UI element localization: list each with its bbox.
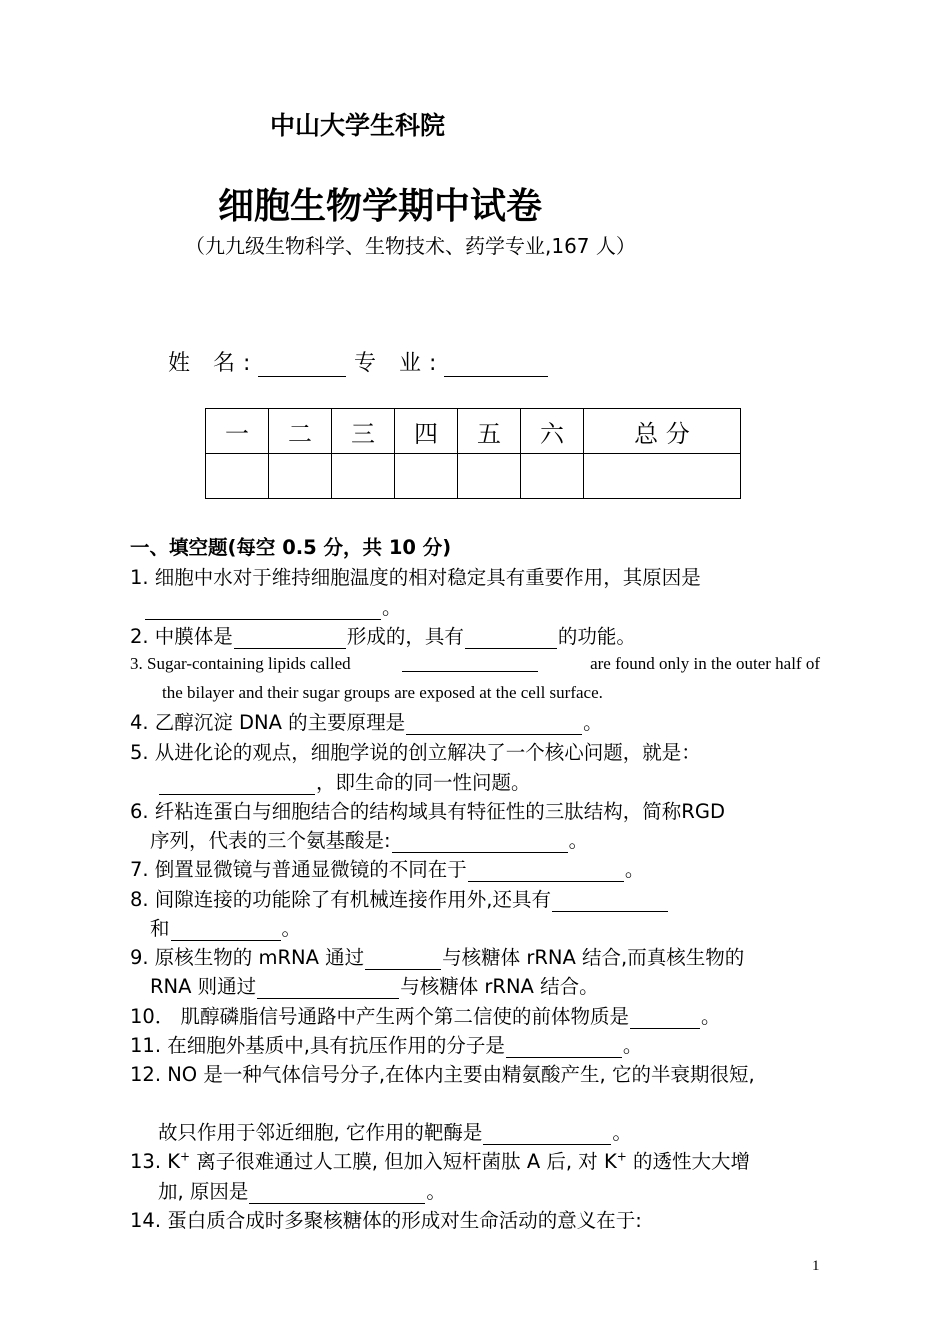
score-header-5: 五 bbox=[458, 409, 521, 454]
question-3-text-a: 3. Sugar-containing lipids called bbox=[130, 654, 351, 673]
question-6-text-c: 。 bbox=[568, 829, 589, 852]
question-6 bbox=[130, 796, 725, 824]
question-14-text-a: 14. 蛋白质合成时多聚核糖体的形成对生命活动的意义在于: bbox=[130, 1209, 642, 1232]
score-header-3: 三 bbox=[332, 409, 395, 454]
question-2-text-b: 形成的，具有 bbox=[346, 625, 464, 648]
page-number: 1 bbox=[812, 1258, 820, 1274]
score-table bbox=[205, 408, 741, 499]
question-14 bbox=[130, 1205, 642, 1233]
question-1-end: 。 bbox=[382, 596, 402, 619]
score-table-header-row bbox=[206, 409, 741, 454]
question-13-text-a: 13. K bbox=[130, 1150, 180, 1173]
question-4-blank[interactable] bbox=[406, 714, 582, 735]
question-3-text-b: are found only in the outer half of bbox=[590, 654, 820, 673]
name-blank[interactable] bbox=[258, 350, 346, 377]
question-6-blank[interactable] bbox=[392, 832, 568, 853]
question-5-text-a: 5. 从进化论的观点，细胞学说的创立解决了一个核心问题，就是： bbox=[130, 741, 701, 764]
question-8-text-a: 8. 间隙连接的功能除了有机械连接作用外,还具有 bbox=[130, 888, 552, 911]
question-11-blank[interactable] bbox=[506, 1037, 622, 1058]
question-4 bbox=[130, 707, 603, 735]
section-heading: 一、填空题(每空 0.5 分，共 10 分) bbox=[130, 536, 452, 559]
question-12 bbox=[130, 1059, 755, 1087]
question-13-sup-2: + bbox=[616, 1149, 627, 1164]
question-1-answer-line bbox=[144, 592, 402, 620]
question-1 bbox=[130, 562, 701, 590]
question-6-text-b: 序列，代表的三个氨基酸是: bbox=[150, 829, 391, 852]
exam-title: 细胞生物学期中试卷 bbox=[218, 186, 543, 227]
question-11-text-b: 。 bbox=[622, 1034, 643, 1057]
major-blank[interactable] bbox=[444, 350, 548, 377]
school-name: 中山大学生科院 bbox=[270, 111, 446, 140]
score-header-1: 一 bbox=[206, 409, 269, 454]
question-7-text-a: 7. 倒置显微镜与普通显微镜的不同在于 bbox=[130, 858, 467, 881]
question-8-text-c: 。 bbox=[281, 917, 302, 940]
question-10-text-b: 。 bbox=[701, 1005, 721, 1028]
question-10-blank[interactable] bbox=[630, 1008, 700, 1029]
score-header-6: 六 bbox=[521, 409, 584, 454]
question-2 bbox=[130, 621, 636, 649]
question-3-blank[interactable] bbox=[402, 654, 538, 672]
question-7-blank[interactable] bbox=[468, 861, 624, 882]
question-4-text-a: 4. 乙醇沉淀 DNA 的主要原理是 bbox=[130, 711, 406, 734]
question-13-sup-1: + bbox=[180, 1149, 191, 1164]
question-6-text-a: 6. 纤粘连蛋白与细胞结合的结构域具有特征性的三肽结构，简称RGD bbox=[130, 800, 725, 823]
question-13-text-e: 。 bbox=[426, 1180, 446, 1203]
question-10 bbox=[130, 1001, 721, 1029]
score-header-2: 二 bbox=[269, 409, 332, 454]
question-13-text-c: 的透性大大增 bbox=[626, 1150, 751, 1173]
question-13-text-b: 离子很难通过人工膜, 但加入短杆菌肽 A 后, 对 K bbox=[190, 1150, 617, 1173]
question-5-blank[interactable] bbox=[159, 774, 315, 795]
score-cell-5[interactable] bbox=[458, 454, 521, 499]
question-12-text-a: 12. NO 是一种气体信号分子,在体内主要由精氨酸产生, 它的半衰期很短, bbox=[130, 1063, 755, 1086]
question-8-blank-1[interactable] bbox=[552, 891, 668, 912]
question-3 bbox=[130, 654, 820, 674]
question-8-line-2 bbox=[150, 913, 301, 941]
question-6-line-2 bbox=[150, 825, 588, 853]
question-11 bbox=[130, 1030, 642, 1058]
score-cell-4[interactable] bbox=[395, 454, 458, 499]
question-2-blank-1[interactable] bbox=[234, 628, 346, 649]
question-2-text-a: 2. 中膜体是 bbox=[130, 625, 233, 648]
exam-subtitle: （九九级生物科学、生物技术、药学专业,167 人） bbox=[185, 234, 636, 258]
question-12-text-b: 故只作用于邻近细胞, 它作用的靶酶是 bbox=[158, 1121, 483, 1144]
question-1-blank[interactable] bbox=[145, 599, 381, 620]
score-cell-2[interactable] bbox=[269, 454, 332, 499]
question-12-blank[interactable] bbox=[483, 1124, 611, 1145]
question-12-line-2 bbox=[158, 1117, 632, 1145]
score-header-total: 总 分 bbox=[584, 409, 741, 454]
question-13 bbox=[130, 1146, 750, 1174]
question-1-text: 1. 细胞中水对于维持细胞温度的相对稳定具有重要作用，其原因是 bbox=[130, 566, 701, 589]
score-cell-total[interactable] bbox=[584, 454, 741, 499]
question-9-text-d: 与核糖体 rRNA 结合。 bbox=[400, 975, 599, 998]
score-cell-1[interactable] bbox=[206, 454, 269, 499]
question-3-line-2: the bilayer and their sugar groups are exposed at the cell surface. bbox=[162, 683, 603, 702]
question-7-text-b: 。 bbox=[624, 858, 645, 881]
question-9-text-c: RNA 则通过 bbox=[150, 975, 257, 998]
name-field bbox=[168, 346, 346, 377]
question-13-blank[interactable] bbox=[249, 1183, 425, 1204]
question-2-blank-2[interactable] bbox=[465, 628, 557, 649]
question-9-blank-1[interactable] bbox=[365, 949, 441, 970]
question-10-text-a: 10． 肌醇磷脂信号通路中产生两个第二信使的前体物质是 bbox=[130, 1005, 630, 1028]
question-5 bbox=[130, 737, 701, 765]
question-4-text-b: 。 bbox=[583, 711, 603, 734]
question-9-line-2 bbox=[150, 971, 599, 999]
major-label: 专 业: bbox=[354, 351, 445, 376]
question-5-line-2 bbox=[158, 767, 531, 795]
question-9-text-a: 9. 原核生物的 mRNA 通过 bbox=[130, 946, 365, 969]
question-9-text-b: 与核糖体 rRNA 结合,而真核生物的 bbox=[442, 946, 745, 969]
question-13-line-2 bbox=[158, 1176, 446, 1204]
question-12-text-c: 。 bbox=[612, 1121, 632, 1144]
question-8-blank-2[interactable] bbox=[171, 920, 281, 941]
name-label: 姓 名: bbox=[168, 351, 259, 376]
question-13-text-d: 加, 原因是 bbox=[158, 1180, 249, 1203]
question-2-text-c: 的功能。 bbox=[557, 625, 636, 648]
score-header-4: 四 bbox=[395, 409, 458, 454]
question-7 bbox=[130, 854, 644, 882]
question-8-text-b: 和 bbox=[150, 917, 170, 940]
question-11-text-a: 11. 在细胞外基质中,具有抗压作用的分子是 bbox=[130, 1034, 505, 1057]
question-9 bbox=[130, 942, 744, 970]
question-9-blank-2[interactable] bbox=[257, 978, 399, 999]
question-5-text-b: ，即生命的同一性问题。 bbox=[316, 771, 531, 794]
score-cell-6[interactable] bbox=[521, 454, 584, 499]
score-cell-3[interactable] bbox=[332, 454, 395, 499]
question-8 bbox=[130, 884, 669, 912]
score-table-value-row bbox=[206, 454, 741, 499]
major-field bbox=[354, 346, 548, 377]
